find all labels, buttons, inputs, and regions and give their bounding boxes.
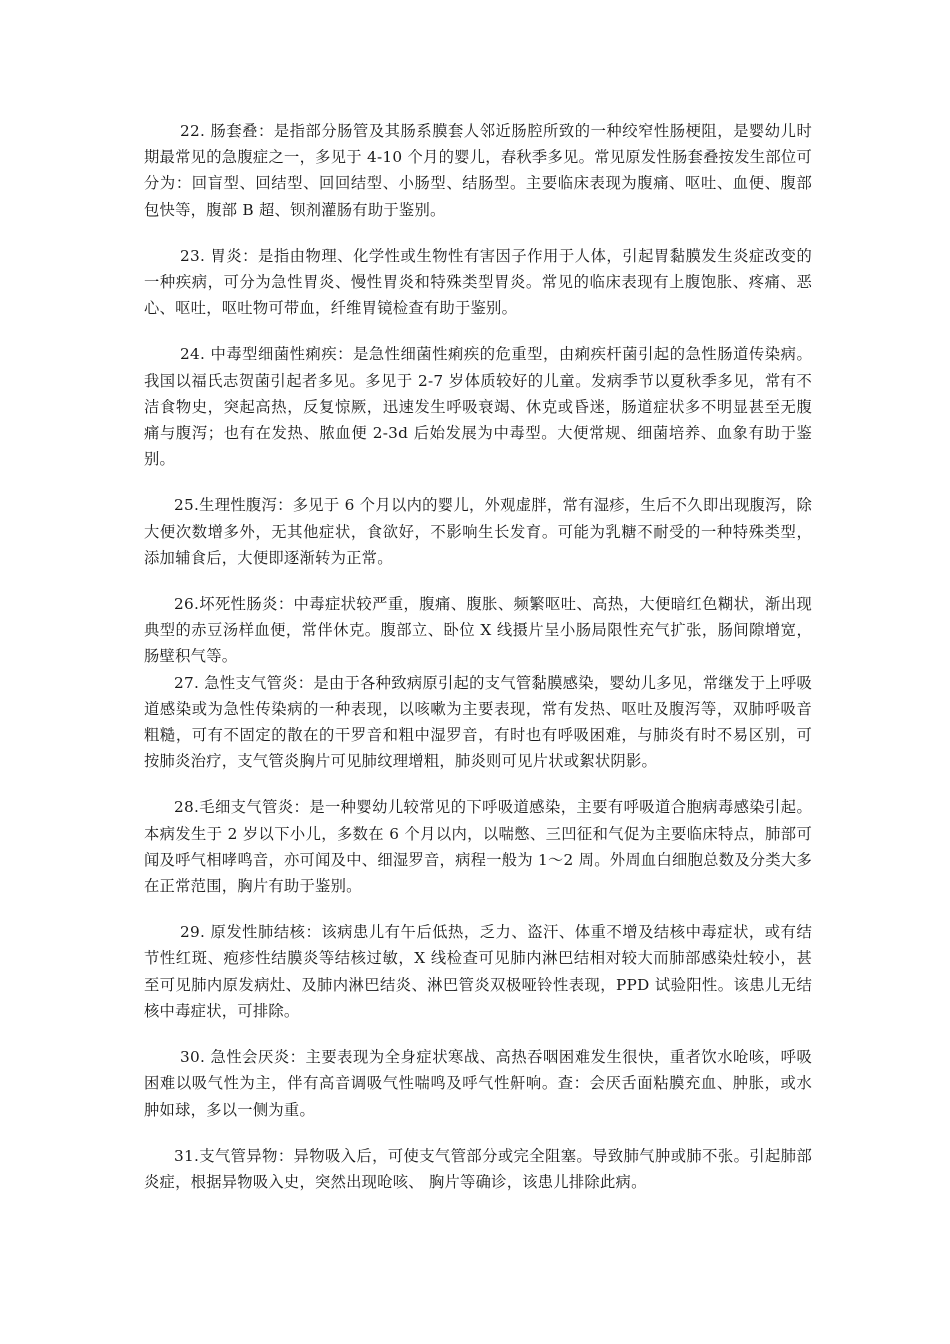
paragraph-31: 31.支气管异物：异物吸入后，可使支气管部分或完全阻塞。导致肺气肿或肺不张。引起肺部炎症，根据异物吸入史，突然出现呛咳、 胸片等确诊，该患儿排除此病。 <box>144 1146 812 1191</box>
paragraph-27: 27. 急性支气管炎：是由于各种致病原引起的支气管黏膜感染，婴幼儿多见，常继发于上呼吸道感染或为急性传染病的一种表现，以咳嗽为主要表现，常有发热、呕吐及腹泻等，双肺呼吸音粗糙，可有不固定的散在的干罗音和粗中湿罗音，有时也有呼吸困难，与肺炎有时不易区别，可按肺炎治疗，支气管炎胸片可见肺纹理增粗，肺炎则可见片状或絮状阴影。 <box>144 673 812 771</box>
paragraph-23: 23. 胃炎：是指由物理、化学性或生物性有害因子作用于人体，引起胃黏膜发生炎症改变的一种疾病，可分为急性胃炎、慢性胃炎和特殊类型胃炎。常见的临床表现有上腹饱胀、疼痛、恶心、呕吐，呕吐物可带血，纤维胃镜检查有助于鉴别。 <box>144 246 812 318</box>
paragraph-24: 24. 中毒型细菌性痢疾：是急性细菌性痢疾的危重型，由痢疾杆菌引起的急性肠道传染病。我国以福氏志贺菌引起者多见。多见于 2-7 岁体质较好的儿童。发病季节以夏秋季多见，常有不洁食物史，突起高热，反复惊厥，迅速发生呼吸衰竭、休克或昏迷，肠道症状多不明显甚至无腹痛与腹泻；也有在发热、脓血便 2-3d 后始发展为中毒型。大便常规、细菌培养、血象有助于鉴别。 <box>144 345 812 469</box>
paragraph-30: 30. 急性会厌炎：主要表现为全身症状寒战、高热吞咽困难发生很快，重者饮水呛咳，呼吸困难以吸气性为主，伴有高音调吸气性喘鸣及呼气性鼾响。查：会厌舌面粘膜充血、肿胀，或水肿如球，多以一侧为重。 <box>144 1048 812 1119</box>
paragraph-25: 25.生理性腹泻：多见于 6 个月以内的婴儿，外观虚胖，常有湿疹，生后不久即出现腹泻，除大便次数增多外，无其他症状，食欲好，不影响生长发育。可能为乳糖不耐受的一种特殊类型，添加辅食后，大便即逐渐转为正常。 <box>144 496 812 567</box>
document-page <box>144 118 812 1215</box>
paragraph-28: 28.毛细支气管炎：是一种婴幼儿较常见的下呼吸道感染，主要有呼吸道合胞病毒感染引起。本病发生于 2 岁以下小儿，多数在 6 个月以内，以喘憋、三凹征和气促为主要临床特点，肺部可闻及呼气相哮鸣音，亦可闻及中、细湿罗音，病程一般为 1～2 周。外周血白细胞总数及分类大多在正常范围，胸片有助于鉴别。 <box>144 798 812 896</box>
paragraph-22: 22. 肠套叠：是指部分肠管及其肠系膜套人邻近肠腔所致的一种绞窄性肠梗阻，是婴幼儿时期最常见的急腹症之一，多见于 4-10 个月的婴儿，春秋季多见。常见原发性肠套叠按发生部位可分为：回盲型、回结型、回回结型、小肠型、结肠型。主要临床表现为腹痛、呕吐、血便、腹部包快等，腹部 B 超、钡剂灌肠有助于鉴别。 <box>144 122 812 219</box>
paragraph-29: 29. 原发性肺结核：该病患儿有午后低热，乏力、盗汗、体重不增及结核中毒症状，或有结节性红斑、疱疹性结膜炎等结核过敏，X 线检查可见肺内淋巴结相对较大而肺部感染灶较小，甚至可见肺内原发病灶、及肺内淋巴结炎、淋巴管炎双极哑铃性表现，PPD 试验阳性。该患儿无结核中毒症状，可排除。 <box>144 923 812 1020</box>
paragraph-26: 26.坏死性肠炎：中毒症状较严重，腹痛、腹胀、频繁呕吐、高热，大便暗红色糊状，渐出现典型的赤豆汤样血便，常伴休克。腹部立、卧位 X 线摄片呈小肠局限性充气扩张，肠间隙增宽，肠壁积气等。 <box>144 595 812 666</box>
